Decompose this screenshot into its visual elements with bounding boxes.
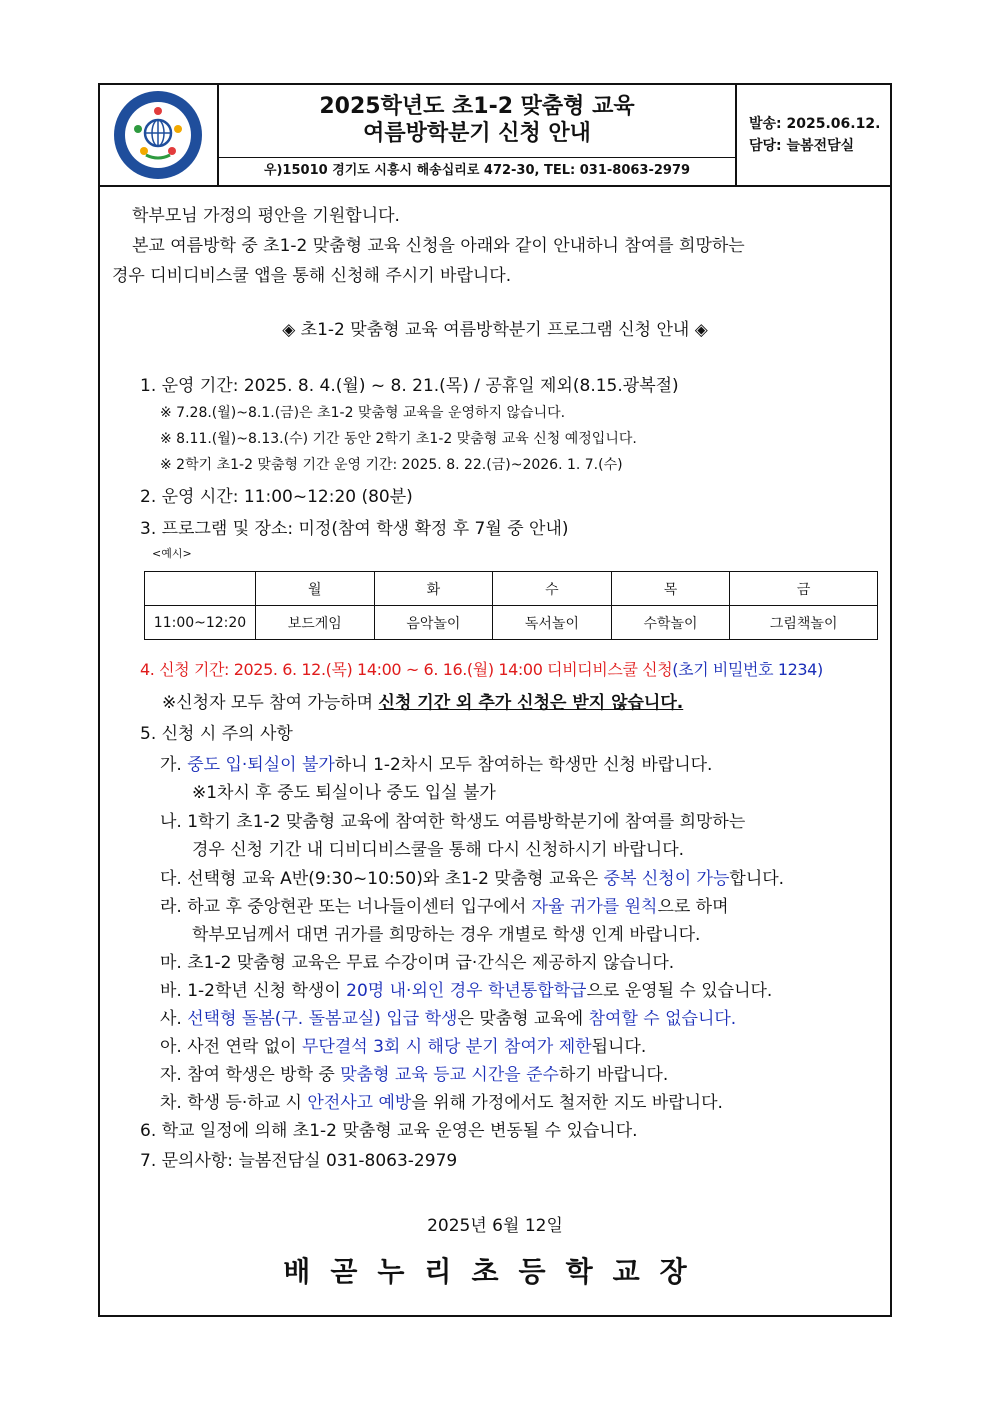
caution-ga [160, 750, 712, 775]
meta-cell [737, 85, 890, 185]
logo-cell [100, 85, 219, 185]
table-header-row [145, 572, 878, 606]
table-cell: 목 [611, 572, 730, 606]
title-line-1: 2025학년도 초1-2 맞춤형 교육 [319, 94, 635, 119]
caution-ma: 마. 초1-2 맞춤형 교육은 무료 수강이며 급·간식은 제공하지 않습니다. [160, 953, 675, 973]
school-address: 우)15010 경기도 시흥시 해송십리로 472-30, TEL: 031-8063-2979 [219, 157, 735, 184]
caution-emphasis: 안전사고 예방 [307, 1093, 412, 1113]
table-cell: 11:00~12:20 [145, 606, 256, 640]
item-cautions: 5. 신청 시 주의 사항 [140, 724, 293, 744]
application-note-emphasis: 신청 기간 외 추가 신청은 받지 않습니다. [378, 693, 684, 713]
item-program: 3. 프로그램 및 장소: 미정(참여 학생 확정 후 7월 중 안내) [140, 519, 569, 539]
caution-rest: 됩니다. [591, 1037, 647, 1057]
caution-cha [160, 1088, 723, 1113]
caution-prefix: 사. [160, 1009, 188, 1029]
caution-emphasis: 무단결석 3회 시 해당 분기 참여가 제한 [301, 1037, 592, 1057]
note-1: ※ 7.28.(월)~8.1.(금)은 초1-2 맞춤형 교육을 운영하지 않습니다. [160, 405, 566, 421]
caution-da [160, 864, 784, 889]
table-cell: 독서놀이 [493, 606, 612, 640]
item-period: 1. 운영 기간: 2025. 8. 4.(월) ~ 8. 21.(목) / 공휴일 제외(8.15.광복절) [140, 376, 679, 396]
title-line-2: 여름방학분기 신청 안내 [363, 121, 591, 146]
table-row [145, 606, 878, 640]
caution-prefix: 다. 선택형 교육 A반(9:30~10:50)와 초1-2 맞춤형 교육은 [160, 869, 604, 889]
caution-emphasis: 선택형 돌봄(구. 돌봄교실) 입급 학생 [187, 1009, 458, 1029]
title-cell [219, 85, 737, 185]
note-3: ※ 2학기 초1-2 맞춤형 기간 운영 기간: 2025. 8. 22.(금)~2026. 1. 7.(수) [160, 457, 623, 473]
caution-ga-note: ※1차시 후 중도 퇴실이나 중도 입실 불가 [192, 783, 496, 803]
caution-prefix: 자. 참여 학생은 방학 중 [160, 1065, 341, 1085]
caution-ba [160, 976, 772, 1001]
caution-rest: 하기 바랍니다. [558, 1065, 669, 1085]
caution-na-line-2: 경우 신청 기간 내 디비디비스쿨을 통해 다시 신청하시기 바랍니다. [192, 840, 685, 860]
item-application-period [140, 657, 823, 680]
caution-prefix: 아. 사전 연락 없이 [160, 1037, 302, 1057]
caution-na-line-1: 나. 1학기 초1-2 맞춤형 교육에 참여한 학생도 여름방학분기에 참여를 희망하는 [160, 812, 746, 832]
caution-rest: 합니다. [729, 869, 785, 889]
document-frame [98, 83, 892, 1317]
table-cell: 월 [256, 572, 375, 606]
caution-rest: 을 위해 가정에서도 철저한 지도 바랍니다. [411, 1093, 723, 1113]
caution-prefix: 바. 1-2학년 신청 학생이 [160, 981, 347, 1001]
table-cell: 수학놀이 [611, 606, 730, 640]
application-note [162, 688, 683, 713]
table-cell: 화 [374, 572, 493, 606]
issue-date: 발송: 2025.06.12. [749, 116, 881, 132]
school-logo [108, 87, 208, 183]
manager: 담당: 늘봄전담실 [749, 138, 855, 154]
application-period-text: 4. 신청 기간: 2025. 6. 12.(목) 14:00 ~ 6. 16.(월) 14:00 디비디비스쿨 신청 [140, 660, 673, 679]
item-schedule-change: 6. 학교 일정에 의해 초1-2 맞춤형 교육 운영은 변동될 수 있습니다. [140, 1121, 638, 1141]
caution-prefix: 차. 학생 등·하교 시 [160, 1093, 308, 1113]
caution-emphasis: 중도 입·퇴실이 불가 [187, 755, 335, 775]
caution-emphasis: 맞춤형 교육 등교 시간을 준수 [340, 1065, 559, 1085]
caution-emphasis: 중복 신청이 가능 [603, 869, 730, 889]
document-header [100, 85, 890, 187]
table-cell: 그림책놀이 [730, 606, 878, 640]
caution-emphasis: 20명 내·외인 경우 학년통합학급 [346, 981, 587, 1001]
caution-ra [160, 892, 729, 917]
caution-ra-line-2: 학부모님께서 대면 귀가를 희망하는 경우 개별로 학생 인계 바랍니다. [192, 925, 701, 945]
table-cell: 수 [493, 572, 612, 606]
section-title: ◈ 초1-2 맞춤형 교육 여름방학분기 프로그램 신청 안내 ◈ [282, 320, 708, 340]
table-cell [145, 572, 256, 606]
caution-rest: 하니 1-2차시 모두 참여하는 학생만 신청 바랍니다. [334, 755, 713, 775]
item-time: 2. 운영 시간: 11:00~12:20 (80분) [140, 487, 413, 507]
initial-password-text: (초기 비밀번호 1234) [672, 660, 823, 679]
intro-line-1: 본교 여름방학 중 초1-2 맞춤형 교육 신청을 아래와 같이 안내하니 참여를 희망하는 [132, 236, 745, 256]
caution-emphasis: 자율 귀가를 원칙 [531, 897, 658, 917]
caution-ja [160, 1060, 668, 1085]
table-cell: 음악놀이 [374, 606, 493, 640]
greeting: 학부모님 가정의 평안을 기원합니다. [132, 206, 400, 226]
document-title [219, 93, 735, 147]
intro-line-2: 경우 디비디비스쿨 앱을 통해 신청해 주시기 바랍니다. [112, 266, 512, 286]
application-note-lead: ※신청자 모두 참여 가능하며 [162, 693, 379, 713]
caution-sa [160, 1004, 736, 1029]
signature-date: 2025년 6월 12일 [427, 1216, 563, 1236]
item-contact: 7. 문의사항: 늘봄전담실 031-8063-2979 [140, 1151, 458, 1171]
caution-rest: 은 맞춤형 교육에 [457, 1009, 589, 1029]
table-cell: 금 [730, 572, 878, 606]
note-2: ※ 8.11.(월)~8.13.(수) 기간 동안 2학기 초1-2 맞춤형 교육 신청 예정입니다. [160, 431, 637, 447]
caution-a [160, 1032, 646, 1057]
caution-rest: 으로 하며 [657, 897, 729, 917]
caution-rest: 으로 운영될 수 있습니다. [586, 981, 773, 1001]
caution-prefix: 가. [160, 755, 188, 775]
caution-emphasis-2: 참여할 수 없습니다. [588, 1009, 737, 1029]
table-cell: 보드게임 [256, 606, 375, 640]
example-label: <예시> [152, 547, 192, 560]
schedule-table [144, 571, 878, 640]
principal-signature: 배곧누리초등학교장 [283, 1255, 707, 1288]
caution-prefix: 라. 하교 후 중앙현관 또는 너나들이센터 입구에서 [160, 897, 532, 917]
